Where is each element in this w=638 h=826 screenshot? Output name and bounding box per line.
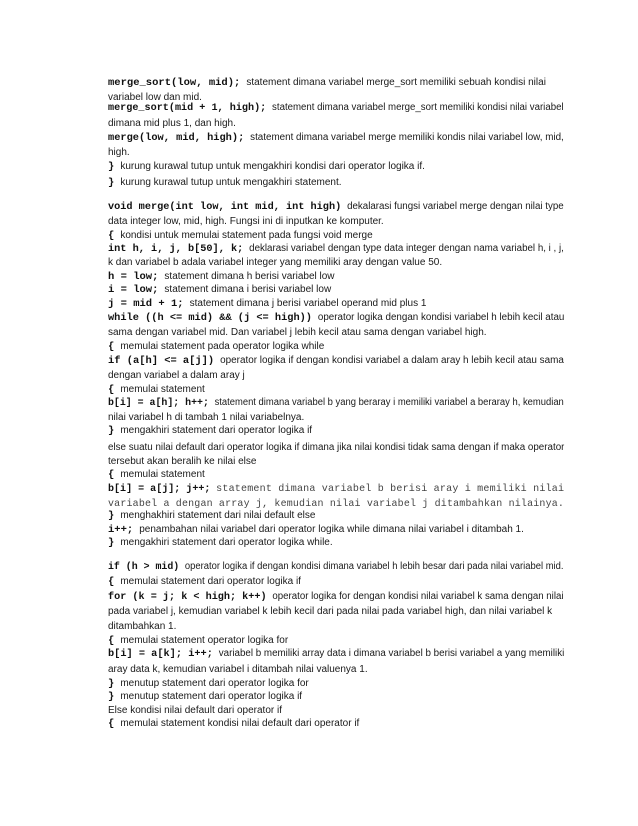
document-line xyxy=(108,482,564,496)
code-snippet: } xyxy=(108,678,115,690)
document-line xyxy=(108,455,564,468)
explanation-text: menutup statement dari operator logika for xyxy=(120,678,309,689)
explanation-text: operator logika if dengan kondisi variabel a dalam aray h lebih kecil atau sama xyxy=(220,355,564,366)
document-line xyxy=(108,354,564,368)
document-line xyxy=(108,605,564,618)
explanation-text: statement dimana i berisi variabel low xyxy=(164,284,332,295)
document-line xyxy=(108,160,564,174)
code-snippet: j = mid + 1; xyxy=(108,298,184,310)
document-line xyxy=(108,383,564,397)
document-line xyxy=(108,101,564,115)
document-line xyxy=(108,242,564,256)
document-line xyxy=(108,340,564,354)
document-line xyxy=(108,620,564,633)
explanation-text: sama dengan variabel mid. Dan variabel j lebih kecil atau sama dengan variabel high. xyxy=(108,327,487,338)
explanation-text: operator logika dengan kondisi variabel h lebih kecil atau xyxy=(317,312,565,323)
code-snippet: for (k = j; k < high; k++) xyxy=(108,591,267,603)
code-snippet: if (a[h] <= a[j]) xyxy=(108,355,215,367)
document-line xyxy=(108,200,564,214)
code-snippet: { xyxy=(108,341,115,353)
document-line xyxy=(108,256,564,269)
code-snippet: { xyxy=(108,230,115,242)
explanation-text: statement dimana j berisi variabel operand mid plus 1 xyxy=(189,298,427,309)
explanation-text-mono: statement dimana variabel b berisi aray i memiliki nilai xyxy=(216,483,565,495)
explanation-text: kurung kurawal tutup untuk mengakhiri kondisi dari operator logika if. xyxy=(120,161,425,172)
document-line xyxy=(108,283,564,297)
document-line xyxy=(108,663,564,676)
document-line xyxy=(108,131,564,145)
document-line xyxy=(108,536,564,550)
explanation-text: menutup statement dari operator logika if xyxy=(120,691,303,702)
document-line xyxy=(108,117,564,130)
explanation-text: Else kondisi nilai default dari operator if xyxy=(108,705,282,716)
explanation-text: pada variabel j, kemudian variabel k lebih kecil dari pada nilai pada variabel high, dan nilai variabel k xyxy=(108,606,553,617)
code-snippet: if (h > mid) xyxy=(108,561,180,573)
document-line xyxy=(108,647,564,661)
document-line xyxy=(108,297,564,311)
code-snippet: } xyxy=(108,510,115,522)
document-line xyxy=(108,229,564,243)
code-snippet: { xyxy=(108,635,115,647)
explanation-text: mengakhiri statement dari operator logika while. xyxy=(120,537,333,548)
explanation-text: statement dimana h berisi variabel low xyxy=(164,271,335,282)
code-snippet: i = low; xyxy=(108,284,159,296)
explanation-text: variabel b memiliki array data i dimana variabel b berisi variabel a yang memiliki xyxy=(218,648,565,659)
explanation-text: nilai variabel h di tambah 1 nilai variabelnya. xyxy=(108,412,305,423)
document-line xyxy=(108,411,564,424)
document-line xyxy=(108,326,564,339)
explanation-text: else suatu nilai default dari operator logika if dimana jika nilai kondisi tidak sama dengan if maka operator xyxy=(108,442,565,453)
explanation-text: operator logika if dengan kondisi dimana variabel h lebih besar dari pada nilai variabel mid. xyxy=(184,561,564,572)
document-line xyxy=(108,215,564,228)
explanation-text: statement dimana variabel merge memiliki kondis nilai variabel low, mid, xyxy=(250,132,564,143)
document-line xyxy=(108,176,564,190)
explanation-text: kurung kurawal tutup untuk mengakhiri statement. xyxy=(120,177,342,188)
code-snippet: merge_sort(low, mid); xyxy=(108,77,241,89)
document-line xyxy=(108,523,564,537)
code-snippet: } xyxy=(108,177,115,189)
explanation-text: kondisi untuk memulai statement pada fungsi void merge xyxy=(120,230,373,241)
code-snippet: b[i] = a[k]; i++; xyxy=(108,648,213,660)
code-snippet: } xyxy=(108,537,115,549)
code-snippet: { xyxy=(108,469,115,481)
code-snippet: while ((h <= mid) && (j <= high)) xyxy=(108,312,312,324)
explanation-text: memulai statement xyxy=(120,384,205,395)
explanation-text: mengakhiri statement dari operator logika if xyxy=(120,425,313,436)
explanation-text: tersebut akan beralih ke nilai else xyxy=(108,456,257,467)
document-line xyxy=(108,704,564,717)
explanation-text-mono: variabel a dengan array j, kemudian nilai variabel j ditambahkan nilainya. xyxy=(108,498,564,510)
document-line xyxy=(108,146,564,159)
explanation-text: dengan variabel a dalam aray j xyxy=(108,370,245,381)
document-line xyxy=(108,311,564,325)
code-snippet: } xyxy=(108,691,115,703)
explanation-text: statement dimana variabel merge_sort memiliki kondisi nilai variabel xyxy=(272,102,564,113)
explanation-text: k dan variabel b adala variabel integer yang memiliki aray dengan value 50. xyxy=(108,257,443,268)
code-snippet: { xyxy=(108,718,115,730)
code-snippet: i++; xyxy=(108,524,134,536)
document-line xyxy=(108,396,564,410)
explanation-text: memulai statement operator logika for xyxy=(120,635,289,646)
document-line xyxy=(108,634,564,648)
document-line xyxy=(108,509,564,523)
explanation-text: statement dimana variabel b yang beraray i memiliki variabel a beraray h, kemudian xyxy=(214,397,564,408)
explanation-text: aray data k, kemudian variabel i ditambah nilai valuenya 1. xyxy=(108,664,368,675)
explanation-text: dekalarasi fungsi variabel merge dengan nilai type xyxy=(347,201,564,212)
document-line xyxy=(108,677,564,691)
document-line xyxy=(108,717,564,731)
document-line xyxy=(108,369,564,382)
document-line xyxy=(108,424,564,438)
document-line xyxy=(108,560,564,574)
code-snippet: merge(low, mid, high); xyxy=(108,132,245,144)
code-snippet: b[i] = a[h]; h++; xyxy=(108,397,209,409)
explanation-text: memulai statement dari operator logika if xyxy=(120,576,301,587)
code-snippet: void merge(int low, int mid, int high) xyxy=(108,201,342,213)
explanation-text: variabel low dan mid. xyxy=(108,92,202,103)
explanation-text: deklarasi variabel dengan type data integer dengan nama variabel h, i , j, xyxy=(249,243,564,254)
explanation-text: ditambahkan 1. xyxy=(108,621,177,632)
code-snippet: { xyxy=(108,576,115,588)
document-line xyxy=(108,76,564,90)
code-snippet: merge_sort(mid + 1, high); xyxy=(108,102,267,114)
explanation-text: memulai statement kondisi nilai default dari operator if xyxy=(120,718,360,729)
explanation-text: penambahan nilai variabel dari operator logika while dimana nilai variabel i ditambah 1. xyxy=(139,524,524,535)
document-line xyxy=(108,690,564,704)
code-snippet: int h, i, j, b[50], k; xyxy=(108,243,244,255)
code-snippet: b[i] = a[j]; j++; xyxy=(108,483,211,495)
code-snippet: h = low; xyxy=(108,271,159,283)
document-line xyxy=(108,575,564,589)
explanation-text: operator logika for dengan kondisi nilai variabel k sama dengan nilai xyxy=(272,591,564,602)
code-snippet: } xyxy=(108,161,115,173)
explanation-text: statement dimana variabel merge_sort memiliki sebuah kondisi nilai xyxy=(246,77,546,88)
document-line xyxy=(108,270,564,284)
explanation-text: memulai statement pada operator logika while xyxy=(120,341,325,352)
document-line xyxy=(108,441,564,454)
code-snippet: } xyxy=(108,425,115,437)
document-line xyxy=(108,468,564,482)
explanation-text: data integer low, mid, high. Fungsi ini di inputkan ke komputer. xyxy=(108,216,384,227)
explanation-text: dimana mid plus 1, dan high. xyxy=(108,118,236,129)
document-line xyxy=(108,590,564,604)
explanation-text: menghakhiri statement dari nilai default else xyxy=(120,510,316,521)
explanation-text: memulai statement xyxy=(120,469,205,480)
code-snippet: { xyxy=(108,384,115,396)
explanation-text: high. xyxy=(108,147,130,158)
